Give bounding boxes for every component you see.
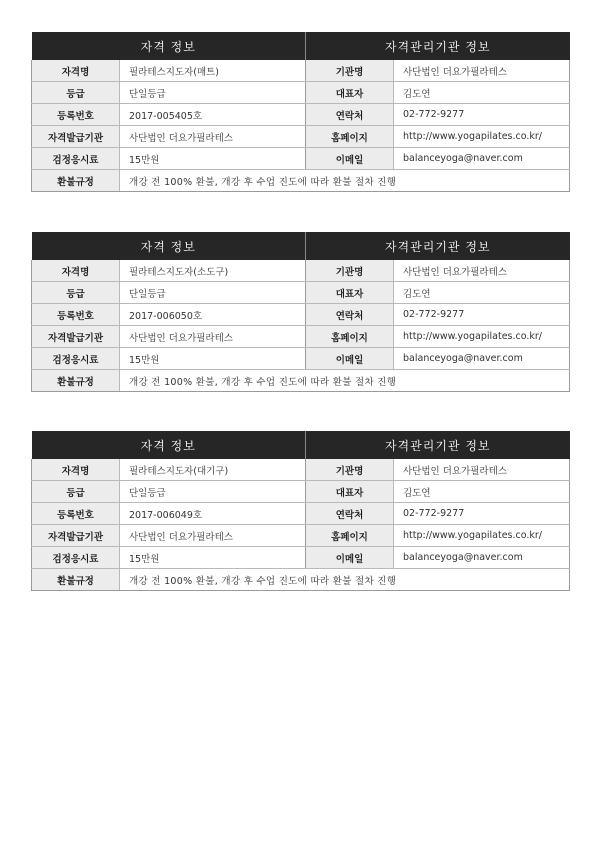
exam-fee-value: 15만원 bbox=[120, 547, 306, 569]
homepage-label: 홈페이지 bbox=[306, 326, 394, 348]
contact-value: 02-772-9277 bbox=[394, 503, 570, 525]
org-name-value: 사단법인 더요가필라테스 bbox=[394, 459, 570, 481]
grade-label: 등급 bbox=[32, 481, 120, 503]
reg-number-label: 등록번호 bbox=[32, 304, 120, 326]
org-name-label: 기관명 bbox=[306, 60, 394, 82]
homepage-label: 홈페이지 bbox=[306, 525, 394, 547]
representative-label: 대표자 bbox=[306, 82, 394, 104]
qualification-info-header: 자격 정보 bbox=[32, 232, 306, 260]
certificate-table-1 bbox=[31, 32, 570, 192]
managing-org-info-header: 자격관리기관 정보 bbox=[306, 32, 570, 60]
exam-fee-label: 검정응시료 bbox=[32, 547, 120, 569]
qualification-info-header: 자격 정보 bbox=[32, 32, 306, 60]
refund-policy-value: 개강 전 100% 환불, 개강 후 수업 진도에 따라 환불 절차 진행 bbox=[120, 170, 570, 192]
contact-label: 연락처 bbox=[306, 503, 394, 525]
refund-policy-label: 환불규정 bbox=[32, 370, 120, 392]
homepage-label: 홈페이지 bbox=[306, 126, 394, 148]
email-label: 이메일 bbox=[306, 547, 394, 569]
issuer-value: 사단법인 더요가필라테스 bbox=[120, 126, 306, 148]
contact-value: 02-772-9277 bbox=[394, 104, 570, 126]
refund-policy-value: 개강 전 100% 환불, 개강 후 수업 진도에 따라 환불 절차 진행 bbox=[120, 370, 570, 392]
representative-value: 김도연 bbox=[394, 481, 570, 503]
cert-name-label: 자격명 bbox=[32, 459, 120, 481]
homepage-link[interactable]: http://www.yogapilates.co.kr/ bbox=[394, 326, 570, 348]
email-link[interactable]: balanceyoga@naver.com bbox=[394, 348, 570, 370]
cert-name-label: 자격명 bbox=[32, 260, 120, 282]
managing-org-info-header: 자격관리기관 정보 bbox=[306, 232, 570, 260]
representative-label: 대표자 bbox=[306, 282, 394, 304]
email-link[interactable]: balanceyoga@naver.com bbox=[394, 148, 570, 170]
contact-label: 연락처 bbox=[306, 104, 394, 126]
reg-number-label: 등록번호 bbox=[32, 104, 120, 126]
org-name-value: 사단법인 더요가필라테스 bbox=[394, 60, 570, 82]
cert-name-label: 자격명 bbox=[32, 60, 120, 82]
reg-number-value: 2017-006049호 bbox=[120, 503, 306, 525]
email-label: 이메일 bbox=[306, 148, 394, 170]
exam-fee-value: 15만원 bbox=[120, 148, 306, 170]
grade-value: 단일등급 bbox=[120, 282, 306, 304]
qualification-info-header: 자격 정보 bbox=[32, 431, 306, 459]
refund-policy-value: 개강 전 100% 환불, 개강 후 수업 진도에 따라 환불 절차 진행 bbox=[120, 569, 570, 591]
managing-org-info-header: 자격관리기관 정보 bbox=[306, 431, 570, 459]
refund-policy-label: 환불규정 bbox=[32, 569, 120, 591]
reg-number-label: 등록번호 bbox=[32, 503, 120, 525]
org-name-label: 기관명 bbox=[306, 459, 394, 481]
issuer-value: 사단법인 더요가필라테스 bbox=[120, 525, 306, 547]
exam-fee-value: 15만원 bbox=[120, 348, 306, 370]
homepage-link[interactable]: http://www.yogapilates.co.kr/ bbox=[394, 525, 570, 547]
exam-fee-label: 검정응시료 bbox=[32, 348, 120, 370]
contact-value: 02-772-9277 bbox=[394, 304, 570, 326]
homepage-link[interactable]: http://www.yogapilates.co.kr/ bbox=[394, 126, 570, 148]
representative-value: 김도연 bbox=[394, 282, 570, 304]
grade-value: 단일등급 bbox=[120, 82, 306, 104]
org-name-label: 기관명 bbox=[306, 260, 394, 282]
email-link[interactable]: balanceyoga@naver.com bbox=[394, 547, 570, 569]
refund-policy-label: 환불규정 bbox=[32, 170, 120, 192]
exam-fee-label: 검정응시료 bbox=[32, 148, 120, 170]
representative-value: 김도연 bbox=[394, 82, 570, 104]
issuer-label: 자격발급기관 bbox=[32, 126, 120, 148]
certificate-table-2 bbox=[31, 232, 570, 392]
cert-name-value: 필라테스지도자(매트) bbox=[120, 60, 306, 82]
email-label: 이메일 bbox=[306, 348, 394, 370]
issuer-label: 자격발급기관 bbox=[32, 525, 120, 547]
cert-name-value: 필라테스지도자(소도구) bbox=[120, 260, 306, 282]
representative-label: 대표자 bbox=[306, 481, 394, 503]
issuer-value: 사단법인 더요가필라테스 bbox=[120, 326, 306, 348]
org-name-value: 사단법인 더요가필라테스 bbox=[394, 260, 570, 282]
reg-number-value: 2017-005405호 bbox=[120, 104, 306, 126]
grade-label: 등급 bbox=[32, 282, 120, 304]
grade-label: 등급 bbox=[32, 82, 120, 104]
certificate-table-3 bbox=[31, 431, 570, 591]
cert-name-value: 필라테스지도자(대기구) bbox=[120, 459, 306, 481]
grade-value: 단일등급 bbox=[120, 481, 306, 503]
issuer-label: 자격발급기관 bbox=[32, 326, 120, 348]
contact-label: 연락처 bbox=[306, 304, 394, 326]
reg-number-value: 2017-006050호 bbox=[120, 304, 306, 326]
